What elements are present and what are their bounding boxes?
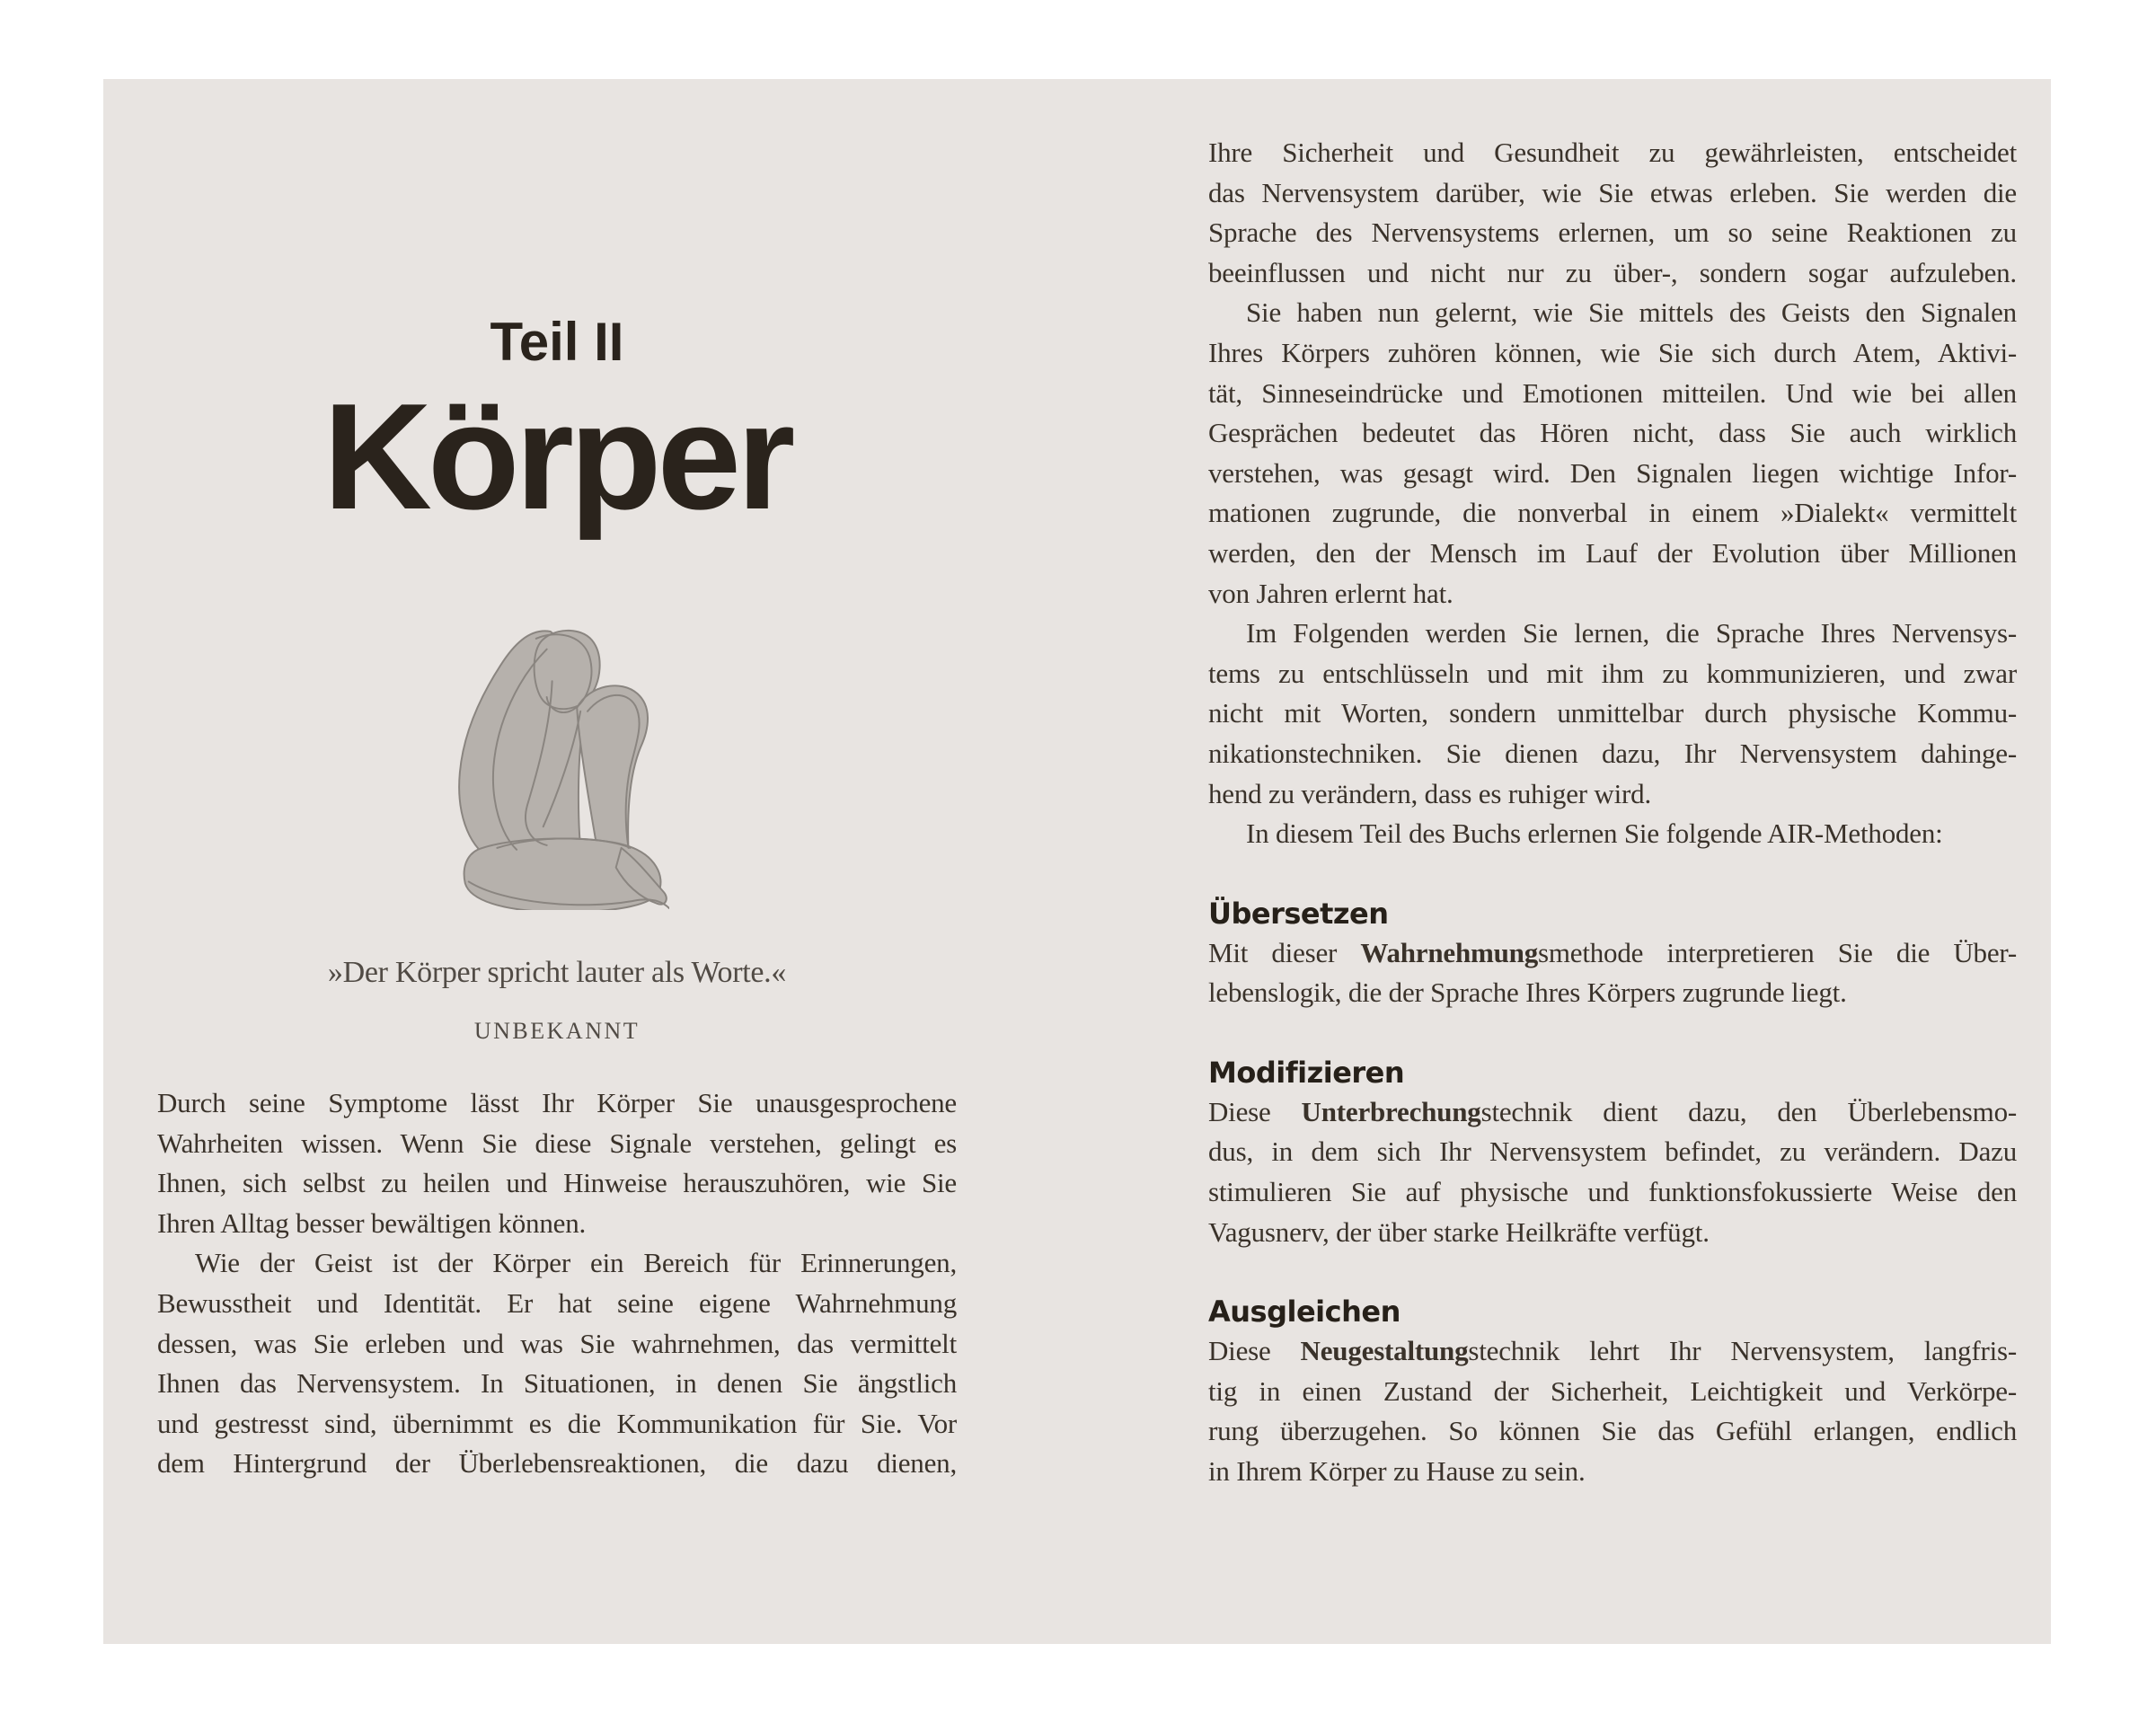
text-line: rung überzugehen. So können Sie das Gefühl erlangen, endlich: [1208, 1415, 2017, 1447]
text-line: beeinflussen und nicht nur zu über-, sondern sogar aufzuleben.: [1208, 256, 2017, 288]
text-line: nicht mit Worten, sondern unmittelbar durch physische Kommu-: [1208, 697, 2017, 729]
seated-figure-illustration: [447, 626, 669, 910]
part-label: Teil II: [490, 312, 624, 372]
text-line: Ihres Körpers zuhören können, wie Sie sich durch Atem, Aktivi-: [1208, 336, 2017, 368]
text-line: werden, den der Mensch im Lauf der Evolution über Millionen: [1208, 536, 2017, 569]
text-line: Gesprächen bedeutet das Hören nicht, dass Sie auch wirklich: [1208, 417, 2017, 449]
text-line: von Jahren erlernt hat.: [1208, 577, 1454, 609]
method-section: [1208, 1292, 2017, 1491]
text-line: Sie haben nun gelernt, wie Sie mittels des Geists den Signalen: [1246, 296, 2017, 329]
right-body-text: [1208, 133, 2017, 1492]
section-heading: Modifizieren: [1208, 1055, 1405, 1090]
text-line: Im Folgenden werden Sie lernen, die Sprache Ihres Nervensys-: [1246, 617, 2017, 649]
text-line: in Ihrem Körper zu Hause zu sein.: [1208, 1455, 1586, 1488]
text-line: mationen zugrunde, die nonverbal in einem »Dialekt« vermittelt: [1208, 497, 2017, 529]
section-heading: Ausgleichen: [1208, 1294, 1401, 1330]
text-line: Wahrheiten wissen. Wenn Sie diese Signale verstehen, gelingt es: [157, 1127, 957, 1159]
text-line: Durch seine Symptome lässt Ihr Körper Sie unausgesprochene: [157, 1087, 957, 1118]
text-line: Bewusstheit und Identität. Er hat seine eigene Wahrnehmung: [157, 1286, 957, 1319]
text-line: Sprache des Nervensystems erlernen, um so seine Reaktionen zu: [1208, 216, 2017, 249]
text-line: verstehen, was gesagt wird. Den Signalen liegen wichtige Infor-: [1208, 456, 2017, 489]
section-heading: Übersetzen: [1208, 896, 1389, 931]
text-line: Ihre Sicherheit und Gesundheit zu gewährleisten, entscheidet: [1208, 137, 2017, 168]
text-line: Vagusnerv, der über starke Heilkräfte verfügt.: [1208, 1215, 1710, 1248]
text-line: dem Hintergrund der Überlebensreaktionen, die dazu dienen,: [157, 1447, 957, 1480]
text-line: nikationstechniken. Sie dienen dazu, Ihr Nervensystem dahinge-: [1208, 737, 2017, 769]
page-spread: [103, 79, 2051, 1644]
text-line: Diese Unterbrechungstechnik dient dazu, den Überlebensmo-: [1208, 1095, 2017, 1127]
text-line: dessen, was Sie erleben und was Sie wahrnehmen, das vermittelt: [157, 1327, 957, 1359]
text-line: dus, in dem sich Ihr Nervensystem befindet, zu verändern. Dazu: [1208, 1135, 2017, 1168]
text-line: Ihnen, sich selbst zu heilen und Hinweise herauszuhören, wie Sie: [157, 1167, 957, 1199]
text-line: tems zu entschlüsseln und mit ihm zu kommunizieren, und zwar: [1208, 657, 2017, 689]
text-line: stimulieren Sie auf physische und funktionsfokussierte Weise den: [1208, 1176, 2017, 1208]
method-section: [1208, 894, 2017, 1013]
text-line: In diesem Teil des Buchs erlernen Sie folgende AIR-Methoden:: [1246, 817, 1943, 850]
text-line: lebenslogik, die der Sprache Ihres Körpers zugrunde liegt.: [1208, 976, 1847, 1009]
text-line: hend zu verändern, dass es ruhiger wird.: [1208, 777, 1651, 809]
text-line: Mit dieser Wahrnehmungsmethode interpretieren Sie die Über-: [1208, 936, 2018, 968]
method-section: [1208, 1053, 2017, 1252]
text-line: Ihren Alltag besser bewältigen können.: [157, 1206, 587, 1239]
text-line: und gestresst sind, übernimmt es die Kommunikation für Sie. Vor: [157, 1407, 957, 1439]
page-title: Körper: [323, 372, 791, 541]
text-line: das Nervensystem darüber, wie Sie etwas erleben. Sie werden die: [1208, 176, 2017, 208]
epigraph-quote: »Der Körper spricht lauter als Worte.«: [327, 956, 787, 989]
text-line: Wie der Geist ist der Körper ein Bereich für Erinnerungen,: [195, 1247, 957, 1279]
text-line: tig in einen Zustand der Sicherheit, Leichtigkeit und Verkörpe-: [1208, 1374, 2017, 1407]
quote-attribution: UNBEKANNT: [473, 1018, 641, 1044]
text-line: Ihnen das Nervensystem. In Situationen, in denen Sie ängstlich: [157, 1367, 957, 1400]
seated-figure-line-art: [447, 626, 669, 910]
text-line: tät, Sinneseindrücke und Emotionen mitteilen. Und wie bei allen: [1208, 376, 2017, 409]
left-body-text: [157, 1083, 957, 1484]
text-line: Diese Neugestaltungstechnik lehrt Ihr Nervensystem, langfris-: [1208, 1335, 2017, 1367]
